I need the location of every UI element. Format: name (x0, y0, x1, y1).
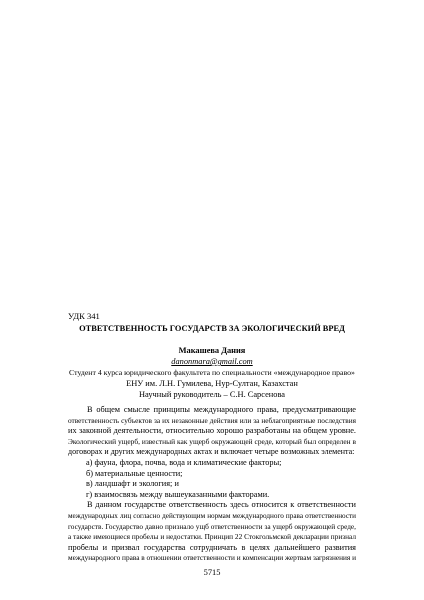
list-item-b: б) материальные ценности; (86, 468, 183, 478)
list-item-a: а) фауна, флора, почва, вода и климатические факторы; (86, 457, 282, 467)
body-line-12: государств. Государство давно признало ущб ответственности за ущерб окружающей среде, (68, 521, 356, 531)
body-line-14: пробелы и призвал государства сотрудничать в целях дальнейшего развития (68, 542, 356, 552)
body-line-5: договорах и других международных актах и включает четыре возможных элемента: (68, 447, 355, 457)
body-line-3: их законной деятельности, относительно хорошо разработаны на общем уровне. (68, 426, 356, 436)
affiliation-line-3: Научный руководитель – С.Н. Сарсенова (138, 390, 286, 399)
body-line-10: В данном государстве ответственность здесь относится к ответственности (87, 500, 356, 510)
body-line-1: В общем смысле принципы международного права, предусматривающие (87, 405, 356, 414)
body-line-11: международных лиц согласно действующим нормам международного права ответственности (68, 511, 356, 520)
affiliation-line-1: Студент 4 курса юридического факультета по специальности «международное право» (69, 368, 355, 377)
paper-title: ОТВЕТСТВЕННОСТЬ ГОСУДАРСТВ ЗА ЭКОЛОГИЧЕСКИЙ ВРЕД (79, 324, 345, 333)
author-name: Макашева Дания (178, 346, 246, 355)
page-number: 5715 (203, 568, 221, 577)
body-line-13: а также имеющиеся пробелы и недостатки. Принцип 22 Стокгольмской декларации признал (68, 532, 356, 542)
list-item-c: в) ландшафт и экология; и (86, 479, 179, 489)
body-line-15: международного права в отношении ответственности и компенсации жертвам загрязнения и (68, 553, 356, 563)
udc-code: УДК 341 (68, 311, 100, 321)
body-line-2: ответственность субъектов за их незаконные действия или за неблагоприятные последствия (68, 415, 356, 425)
author-email-link[interactable]: danonmara@gmail.com (171, 357, 253, 366)
body-text (68, 405, 356, 564)
body-line-4: Экологический ущерб, известный как ущерб окружающей среде, который был определен в (68, 436, 356, 446)
affiliation-line-2: ЕНУ им. Л.Н. Гумилева, Нур-Султан, Казахстан (126, 379, 298, 388)
list-item-d: г) взаимосвязь между вышеуказанными факторами. (86, 489, 270, 499)
